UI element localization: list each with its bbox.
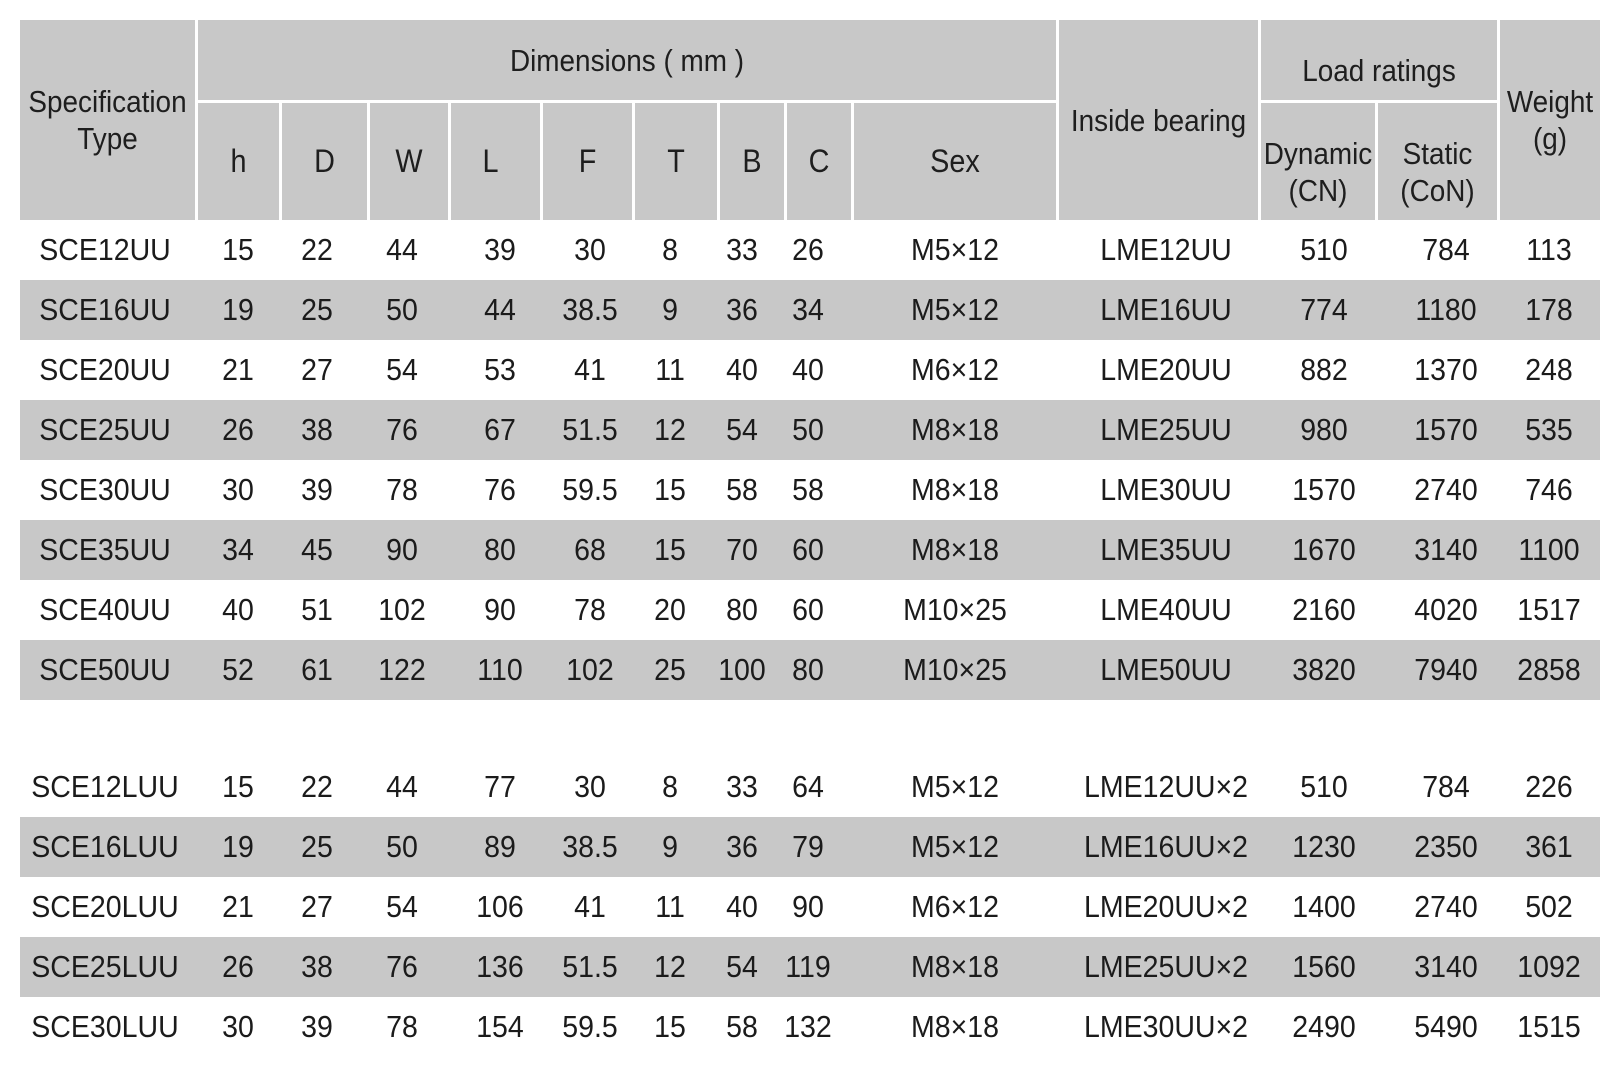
cell-inside-bearing: LME35UU [1100,532,1232,567]
cell-c: 26 [792,232,824,267]
cell-f: 59.5 [562,472,618,507]
cell-t: 15 [654,1009,686,1044]
table-body-group-1 [20,220,1600,700]
cell-dynamic: 1560 [1292,949,1356,984]
cell-d: 39 [301,1009,333,1044]
cell-dynamic: 882 [1300,352,1348,387]
cell-spec-type: SCE50UU [39,652,171,687]
cell-t: 8 [662,232,678,267]
header-col-w: W [395,143,423,179]
cell-c: 119 [785,949,831,984]
cell-dynamic: 774 [1300,292,1348,327]
cell-w: 50 [386,829,418,864]
table-row [20,817,1600,877]
cell-f: 78 [574,592,606,627]
cell-f: 30 [574,769,606,804]
cell-d: 22 [301,769,333,804]
cell-inside-bearing: LME30UU [1100,472,1232,507]
cell-f: 41 [574,889,606,924]
table-row [20,460,1600,520]
cell-w: 78 [386,1009,418,1044]
cell-h: 19 [222,829,254,864]
cell-static: 1180 [1415,292,1477,327]
cell-b: 54 [726,412,758,447]
cell-l: 106 [476,889,524,924]
cell-b: 54 [726,949,758,984]
header-inside-bearing: Inside bearing [1070,102,1247,138]
cell-c: 90 [792,889,824,924]
cell-inside-bearing: LME40UU [1100,592,1232,627]
cell-sex: M5×12 [910,769,1000,804]
cell-dynamic: 2490 [1292,1009,1356,1044]
cell-b: 36 [726,829,758,864]
cell-static: 2740 [1414,472,1478,507]
cell-h: 40 [222,592,254,627]
cell-h: 19 [222,292,254,327]
table-body-group-2 [20,757,1600,1057]
cell-dynamic: 2160 [1292,592,1356,627]
table-row [20,997,1600,1057]
cell-f: 41 [574,352,606,387]
cell-c: 79 [792,829,824,864]
cell-weight: 2858 [1517,652,1581,687]
cell-t: 12 [654,412,686,447]
cell-b: 58 [726,1009,758,1044]
cell-static: 5490 [1414,1009,1478,1044]
header-divider [1258,20,1261,220]
header-col-t: T [667,143,685,179]
cell-dynamic: 3820 [1292,652,1356,687]
cell-l: 110 [477,652,523,687]
cell-inside-bearing: LME25UU [1100,412,1232,447]
header-col-h: h [230,143,247,179]
cell-inside-bearing: LME50UU [1100,652,1232,687]
header-col-c: C [808,143,830,179]
cell-weight: 1092 [1517,949,1581,984]
header-divider [784,102,787,220]
cell-static: 784 [1422,232,1470,267]
cell-d: 27 [301,352,333,387]
cell-weight: 746 [1525,472,1573,507]
cell-c: 60 [792,592,824,627]
cell-d: 25 [301,829,333,864]
cell-d: 45 [301,532,333,567]
cell-w: 78 [386,472,418,507]
cell-h: 15 [222,232,254,267]
cell-w: 44 [386,769,418,804]
cell-inside-bearing: LME16UU×2 [1083,829,1249,864]
cell-weight: 178 [1525,292,1573,327]
header-static: Static (CoN) [1400,135,1475,208]
cell-h: 52 [222,652,254,687]
cell-dynamic: 980 [1300,412,1348,447]
cell-d: 25 [301,292,333,327]
cell-w: 102 [378,592,426,627]
table-row [20,937,1600,997]
cell-weight: 1515 [1517,1009,1581,1044]
table-row [20,280,1600,340]
group-spacer [20,700,1600,757]
header-divider [632,102,635,220]
cell-sex: M8×18 [910,949,1000,984]
cell-l: 39 [484,232,516,267]
header-dimensions: Dimensions ( mm ) [509,42,745,78]
cell-t: 12 [654,949,686,984]
header-divider [717,102,720,220]
cell-static: 2740 [1414,889,1478,924]
cell-f: 68 [574,532,606,567]
header-divider [1497,20,1500,220]
cell-static: 2350 [1414,829,1478,864]
cell-sex: M5×12 [910,232,1000,267]
cell-spec-type: SCE35UU [39,532,171,567]
header-divider [448,102,451,220]
cell-sex: M5×12 [910,292,1000,327]
header-load-ratings: Load ratings [1302,52,1456,88]
cell-l: 44 [484,292,516,327]
cell-c: 60 [792,532,824,567]
cell-t: 9 [662,829,678,864]
header-divider [540,102,543,220]
cell-static: 7940 [1414,652,1478,687]
cell-w: 90 [386,532,418,567]
table-row [20,877,1600,937]
cell-spec-type: SCE12UU [39,232,171,267]
cell-c: 132 [784,1009,832,1044]
cell-b: 40 [726,352,758,387]
cell-t: 15 [654,472,686,507]
cell-h: 30 [222,472,254,507]
cell-c: 58 [792,472,824,507]
cell-spec-type: SCE40UU [39,592,171,627]
cell-sex: M8×18 [910,472,1000,507]
cell-t: 25 [654,652,686,687]
cell-sex: M8×18 [910,412,1000,447]
cell-h: 30 [222,1009,254,1044]
cell-h: 26 [222,949,254,984]
cell-sex: M10×25 [903,592,1007,627]
cell-w: 54 [386,352,418,387]
header-dynamic: Dynamic (CN) [1263,135,1373,208]
cell-static: 1370 [1414,352,1478,387]
cell-l: 80 [484,532,516,567]
header-divider [279,102,282,220]
table-row [20,757,1600,817]
cell-b: 33 [726,232,758,267]
table-row [20,580,1600,640]
cell-dynamic: 1230 [1292,829,1356,864]
cell-b: 80 [726,592,758,627]
cell-spec-type: SCE16LUU [31,829,179,864]
cell-l: 53 [484,352,516,387]
cell-f: 51.5 [562,949,618,984]
header-col-b: B [742,143,762,179]
cell-inside-bearing: LME20UU×2 [1083,889,1249,924]
cell-c: 40 [792,352,824,387]
cell-dynamic: 1570 [1292,472,1356,507]
header-divider [195,20,198,220]
cell-weight: 535 [1525,412,1573,447]
spec-table [20,20,1600,1057]
cell-spec-type: SCE16UU [39,292,171,327]
table-row [20,220,1600,280]
cell-c: 64 [792,769,824,804]
cell-l: 67 [484,412,516,447]
cell-weight: 248 [1525,352,1573,387]
cell-weight: 502 [1525,889,1573,924]
cell-f: 38.5 [562,829,618,864]
cell-dynamic: 510 [1300,769,1348,804]
cell-inside-bearing: LME25UU×2 [1083,949,1249,984]
cell-b: 33 [726,769,758,804]
cell-h: 34 [222,532,254,567]
cell-l: 136 [476,949,524,984]
cell-t: 8 [662,769,678,804]
cell-sex: M5×12 [910,829,1000,864]
cell-t: 11 [655,889,685,924]
table-row [20,340,1600,400]
cell-b: 36 [726,292,758,327]
cell-c: 34 [792,292,824,327]
cell-spec-type: SCE30UU [39,472,171,507]
cell-weight: 1517 [1517,592,1581,627]
cell-b: 58 [726,472,758,507]
header-divider [1056,20,1059,220]
cell-dynamic: 1400 [1292,889,1356,924]
cell-spec-type: SCE25LUU [31,949,179,984]
header-col-l: L [482,143,499,179]
cell-l: 154 [476,1009,524,1044]
table-header [20,20,1600,220]
cell-static: 3140 [1414,532,1478,567]
cell-inside-bearing: LME12UU [1100,232,1232,267]
cell-t: 20 [654,592,686,627]
cell-h: 15 [222,769,254,804]
header-col-d: D [314,143,335,179]
cell-f: 38.5 [562,292,618,327]
cell-f: 59.5 [562,1009,618,1044]
cell-l: 90 [484,592,516,627]
cell-t: 9 [662,292,678,327]
cell-t: 15 [654,532,686,567]
table-row [20,640,1600,700]
cell-h: 21 [222,889,254,924]
cell-h: 21 [222,352,254,387]
cell-dynamic: 1670 [1292,532,1356,567]
cell-sex: M8×18 [910,1009,1000,1044]
header-divider [851,102,854,220]
cell-f: 102 [566,652,614,687]
cell-c: 80 [792,652,824,687]
cell-w: 44 [386,232,418,267]
cell-w: 122 [378,652,426,687]
cell-sex: M6×12 [910,352,1000,387]
cell-inside-bearing: LME16UU [1100,292,1232,327]
cell-d: 39 [301,472,333,507]
header-divider [367,102,370,220]
cell-dynamic: 510 [1300,232,1348,267]
header-spec-type: Specification Type [28,84,187,156]
cell-spec-type: SCE20LUU [31,889,179,924]
cell-w: 50 [386,292,418,327]
cell-weight: 226 [1525,769,1573,804]
cell-l: 89 [484,829,516,864]
table-row [20,400,1600,460]
cell-weight: 361 [1525,829,1573,864]
cell-d: 61 [301,652,333,687]
header-col-f: F [578,143,597,179]
cell-f: 30 [574,232,606,267]
cell-w: 54 [386,889,418,924]
cell-static: 784 [1422,769,1470,804]
cell-b: 70 [726,532,758,567]
cell-spec-type: SCE30LUU [31,1009,179,1044]
cell-static: 3140 [1414,949,1478,984]
cell-l: 76 [484,472,516,507]
cell-f: 51.5 [562,412,618,447]
cell-l: 77 [484,769,516,804]
cell-h: 26 [222,412,254,447]
header-weight: Weight (g) [1506,84,1594,156]
cell-weight: 1100 [1518,532,1580,567]
cell-d: 27 [301,889,333,924]
cell-inside-bearing: LME30UU×2 [1083,1009,1249,1044]
cell-t: 11 [655,352,685,387]
cell-spec-type: SCE12LUU [31,769,179,804]
cell-spec-type: SCE25UU [39,412,171,447]
cell-sex: M10×25 [903,652,1007,687]
cell-static: 1570 [1414,412,1478,447]
cell-d: 51 [301,592,333,627]
cell-d: 38 [301,949,333,984]
cell-spec-type: SCE20UU [39,352,171,387]
cell-d: 38 [301,412,333,447]
cell-sex: M8×18 [910,532,1000,567]
cell-inside-bearing: LME20UU [1100,352,1232,387]
cell-c: 50 [792,412,824,447]
cell-weight: 113 [1526,232,1572,267]
cell-b: 100 [718,652,766,687]
cell-static: 4020 [1414,592,1478,627]
cell-inside-bearing: LME12UU×2 [1083,769,1249,804]
header-col-sex: Sex [930,143,980,179]
cell-sex: M6×12 [910,889,1000,924]
cell-w: 76 [386,949,418,984]
table-row [20,520,1600,580]
cell-d: 22 [301,232,333,267]
cell-b: 40 [726,889,758,924]
cell-w: 76 [386,412,418,447]
